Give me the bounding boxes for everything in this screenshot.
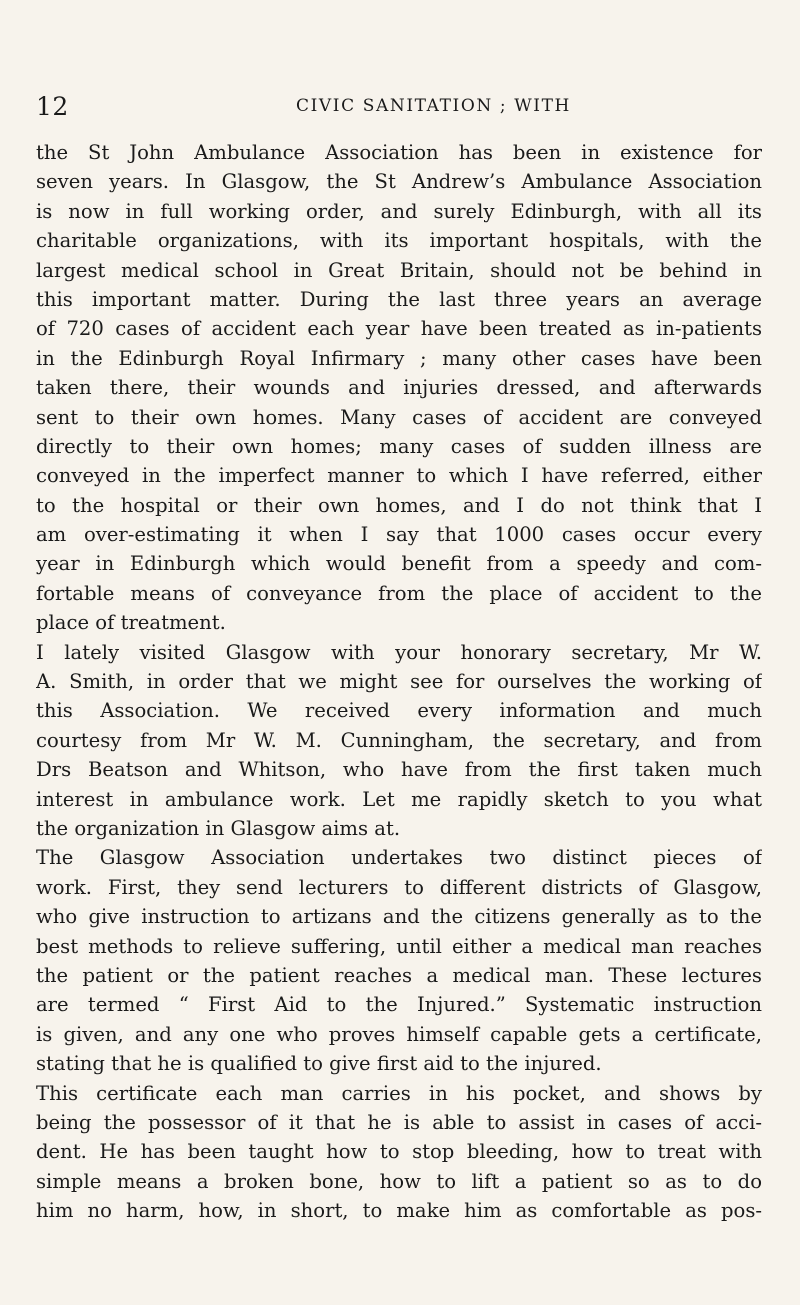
text-line: courtesy from Mr W. M. Cunningham, the secretary, and from (36, 728, 762, 752)
text-line: the St John Ambulance Association has been in existence for (36, 141, 762, 164)
text-line: this important matter. During the last three years an average (36, 287, 762, 311)
text-line: I lately visited Glasgow with your honorary secretary, Mr W. (36, 640, 762, 664)
text-line: who give instruction to artizans and the citizens generally as to the (36, 905, 762, 929)
text-line: the patient or the patient reaches a medical man. These lectures (36, 963, 762, 987)
text-line: sent to their own homes. Many cases of accident are conveyed (36, 405, 762, 429)
text-line: year in Edinburgh which would benefit from a speedy and com- (36, 552, 762, 576)
text-line: A. Smith, in order that we might see for ourselves the working of (36, 670, 762, 694)
text-line: is now in full working order, and surely Edinburgh, with all its (36, 199, 762, 223)
text-line: simple means a broken bone, how to lift a patient so as to do (36, 1169, 762, 1193)
page-number: 12 (36, 92, 69, 121)
text-line: directly to their own homes; many cases of sudden illness are (36, 434, 762, 458)
text-line: place of treatment. (36, 611, 226, 635)
text-line: The Glasgow Association undertakes two distinct pieces of (36, 846, 762, 870)
text-line: taken there, their wounds and injuries dressed, and afterwards (36, 376, 762, 400)
text-line: stating that he is qualified to give first aid to the injured. (36, 1052, 602, 1076)
text-line: fortable means of conveyance from the place of accident to the (36, 581, 762, 605)
text-line: of 720 cases of accident each year have been treated as in-patients (36, 317, 762, 341)
text-line: charitable organizations, with its important hospitals, with the (36, 229, 762, 253)
text-line: seven years. In Glasgow, the St Andrew’s Ambulance Association (36, 170, 762, 194)
text-line: in the Edinburgh Royal Infirmary ; many other cases have been (36, 346, 762, 370)
text-line: largest medical school in Great Britain, should not be behind in (36, 258, 762, 282)
body-text (36, 138, 762, 1225)
text-line: am over-estimating it when I say that 1000 cases occur every (36, 523, 762, 547)
running-title: CIVIC SANITATION ; WITH (296, 96, 571, 116)
running-head (36, 92, 764, 120)
text-line: the organization in Glasgow aims at. (36, 816, 401, 840)
text-line: Drs Beatson and Whitson, who have from the first taken much (36, 758, 762, 782)
text-line: conveyed in the imperfect manner to which I have referred, either (36, 464, 762, 488)
text-line: being the possessor of it that he is able to assist in cases of acci- (36, 1110, 762, 1134)
text-line: interest in ambulance work. Let me rapidly sketch to you what (36, 787, 762, 811)
text-line: him no harm, how, in short, to make him as comfortable as pos- (36, 1199, 762, 1223)
text-line: best methods to relieve suffering, until either a medical man reaches (36, 934, 762, 958)
text-line: are termed “ First Aid to the Injured.” Systematic instruction (36, 993, 762, 1017)
text-line: dent. He has been taught how to stop bleeding, how to treat with (36, 1140, 762, 1164)
text-line: This certificate each man carries in his pocket, and shows by (36, 1081, 762, 1105)
text-line: work. First, they send lecturers to different districts of Glasgow, (36, 875, 762, 899)
text-line: is given, and any one who proves himself capable gets a certificate, (36, 1022, 762, 1046)
text-line: to the hospital or their own homes, and I do not think that I (36, 493, 762, 517)
text-line: this Association. We received every information and much (36, 699, 762, 723)
